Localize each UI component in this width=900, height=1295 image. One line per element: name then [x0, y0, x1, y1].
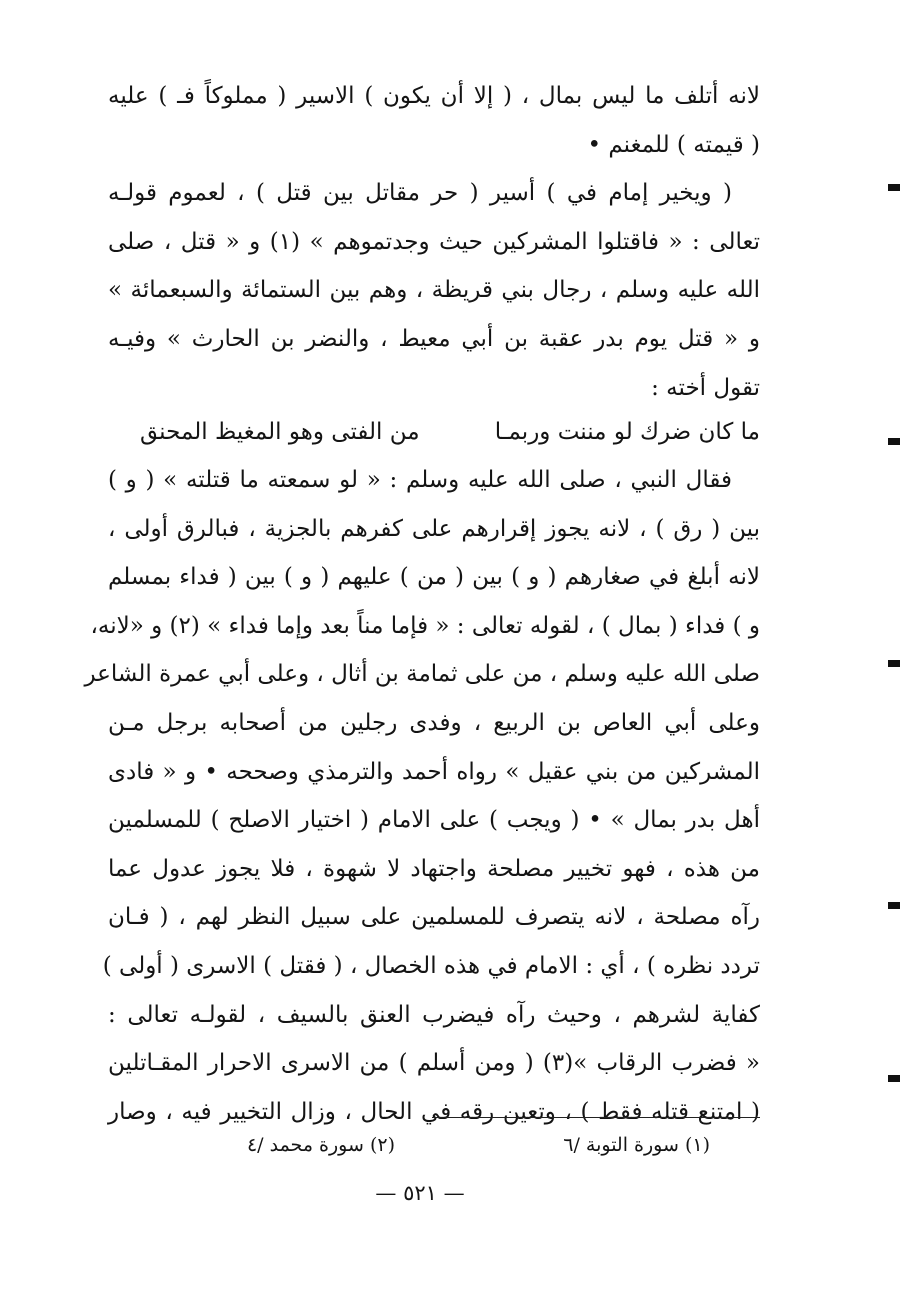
text-line: كفاية لشرهم ، وحيث رآه فيضرب العنق بالسيف ، لقولـه تعالى :	[108, 1001, 760, 1028]
text-line: فقال النبي ، صلى الله عليه وسلم : « لو سمعته ما قتلته » ( و )	[108, 467, 732, 493]
text-line: رآه مصلحة ، لانه يتصرف للمسلمين على سبيل النظر لهم ، ( فـان	[108, 904, 760, 931]
text-line: « فضرب الرقاب »(٣) ( ومن أسلم ) من الاسرى الاحرار المقـاتلين	[108, 1050, 761, 1077]
text-line: ( ويخير إمام في ) أسير ( حر مقاتل بين قتل ) ، لعموم قولـه	[108, 180, 732, 207]
margin-tick-mark	[888, 660, 900, 667]
page-number: — ٥٢١ —	[375, 1181, 465, 1205]
text-line: لانه أتلف ما ليس بمال ، ( إلا أن يكون ) الاسير ( مملوكاً فـ ) عليه	[108, 83, 760, 109]
text-line: وعلى أبي العاص بن الربيع ، وفدى رجلين من أصحابه برجل مـن	[108, 709, 760, 736]
poetry-verse	[140, 408, 760, 456]
footnote-separator	[432, 1117, 760, 1118]
text-line: ( قيمته ) للمغنم •	[587, 131, 760, 158]
text-line: و « قتل يوم بدر عقبة بن أبي معيط ، والنضر بن الحارث » وفيـه	[108, 325, 760, 352]
footnote-2: (٢) سورة محمد /٤	[246, 1134, 395, 1156]
margin-tick-mark	[888, 1075, 900, 1082]
text-line: تقول أخته :	[651, 374, 760, 401]
text-line: المشركين من بني عقيل » رواه أحمد والترمذي وصححه • و « فادى	[108, 758, 760, 785]
text-line: من هذه ، فهو تخيير مصلحة واجتهاد لا شهوة ، فلا يجوز عدول عما	[108, 855, 760, 882]
verse-first-hemistich: ما كان ضرك لو مننت وربمـا	[494, 419, 760, 445]
text-line: تعالى : « فاقتلوا المشركين حيث وجدتموهم » (١) و « قتل ، صلى	[108, 228, 760, 255]
footnote-1: (١) سورة التوبة /٦	[563, 1134, 710, 1156]
text-line: ( امتنع قتله فقط ) ، وتعين رقه في الحال ، وزال التخيير فيه ، وصار	[108, 1098, 760, 1125]
text-line: الله عليه وسلم ، رجال بني قريظة ، وهم بين الستمائة والسبعمائة »	[108, 277, 760, 304]
text-line: صلى الله عليه وسلم ، من على ثمامة بن أثال ، وعلى أبي عمرة الشاعر	[84, 661, 760, 688]
text-line: لانه أبلغ في صغارهم ( و ) بين ( من ) عليهم ( و ) بين ( فداء بمسلم	[108, 564, 760, 591]
verse-second-hemistich: من الفتى وهو المغيظ المحنق	[140, 419, 420, 445]
text-line: أهل بدر بمال » • ( ويجب ) على الامام ( اختيار الاصلح ) للمسلمين	[108, 807, 760, 834]
text-line: بين ( رق ) ، لانه يجوز إقرارهم على كفرهم بالجزية ، فبالرق أولى ،	[108, 515, 760, 542]
margin-tick-mark	[888, 438, 900, 445]
text-line: تردد نظره ) ، أي : الامام في هذه الخصال ، ( فقتل ) الاسرى ( أولى )	[102, 952, 760, 979]
margin-tick-mark	[888, 184, 900, 191]
main-text-bottom	[84, 456, 761, 1136]
margin-tick-mark	[888, 902, 900, 909]
main-text-top	[108, 72, 760, 412]
text-line: و ) فداء ( بمال ) ، لقوله تعالى : « فإما مناً بعد وإما فداء » (٢) و «لانه،	[90, 612, 760, 639]
footnotes	[150, 1130, 710, 1160]
